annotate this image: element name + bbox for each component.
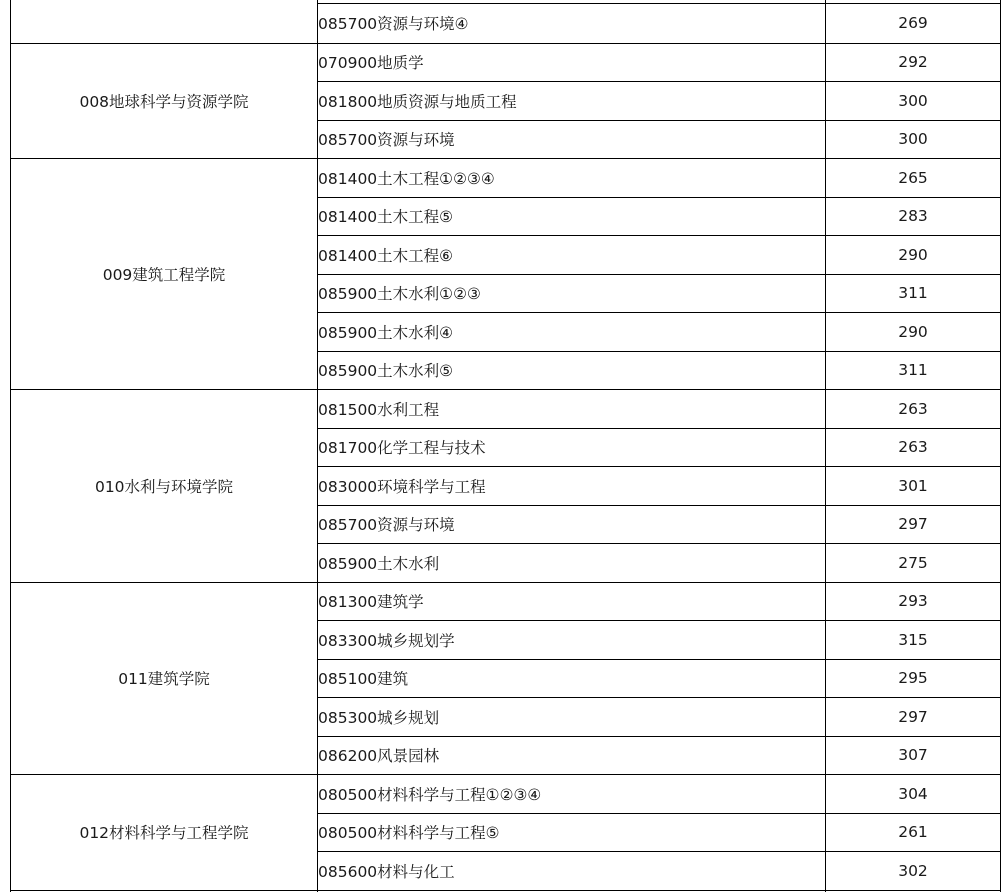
score-cell: 261 <box>826 813 1001 852</box>
program-cell: 085700资源与环境 <box>318 505 826 544</box>
score-cell: 311 <box>826 274 1001 313</box>
table-row <box>11 775 1001 814</box>
program-cell: 081300建筑学 <box>318 582 826 621</box>
college-cell <box>11 0 318 43</box>
score-cell: 290 <box>826 236 1001 275</box>
program-cell: 070900地质学 <box>318 43 826 82</box>
score-cell: 295 <box>826 659 1001 698</box>
program-cell: 085900土木水利⑤ <box>318 351 826 390</box>
program-cell: 080500材料科学与工程①②③④ <box>318 775 826 814</box>
score-cell: 293 <box>826 582 1001 621</box>
score-cell: 302 <box>826 852 1001 891</box>
program-cell: 085100建筑 <box>318 659 826 698</box>
program-cell: 086200风景园林 <box>318 736 826 775</box>
score-cell: 290 <box>826 313 1001 352</box>
score-cell: 292 <box>826 43 1001 82</box>
program-cell: 085900土木水利①②③ <box>318 274 826 313</box>
score-cell: 283 <box>826 197 1001 236</box>
score-cell: 300 <box>826 82 1001 121</box>
score-cell: 297 <box>826 505 1001 544</box>
score-table <box>10 0 1001 892</box>
program-cell: 080500材料科学与工程⑤ <box>318 813 826 852</box>
college-cell: 012材料科学与工程学院 <box>11 775 318 891</box>
score-cell: 315 <box>826 621 1001 660</box>
program-cell: 081700化学工程与技术 <box>318 428 826 467</box>
program-cell: 081400土木工程⑥ <box>318 236 826 275</box>
score-cell: 311 <box>826 351 1001 390</box>
score-cell: 307 <box>826 736 1001 775</box>
college-cell: 010水利与环境学院 <box>11 390 318 583</box>
program-cell: 083300城乡规划学 <box>318 621 826 660</box>
program-cell: 081400土木工程⑤ <box>318 197 826 236</box>
program-cell: 085300城乡规划 <box>318 698 826 737</box>
college-cell: 009建筑工程学院 <box>11 159 318 390</box>
program-cell: 085900土木水利 <box>318 544 826 583</box>
program-cell: 085900土木水利④ <box>318 313 826 352</box>
score-cell: 301 <box>826 467 1001 506</box>
score-cell: 297 <box>826 698 1001 737</box>
program-cell: 085700资源与环境④ <box>318 4 826 44</box>
program-cell: 083000环境科学与工程 <box>318 467 826 506</box>
program-cell: 081500水利工程 <box>318 390 826 429</box>
college-cell: 011建筑学院 <box>11 582 318 775</box>
score-cell: 269 <box>826 4 1001 44</box>
table-row <box>11 390 1001 429</box>
program-cell: 085600材料与化工 <box>318 852 826 891</box>
college-cell: 008地球科学与资源学院 <box>11 43 318 159</box>
score-cell: 265 <box>826 159 1001 198</box>
score-cell: 275 <box>826 544 1001 583</box>
program-cell: 085700资源与环境 <box>318 120 826 159</box>
score-cell: 263 <box>826 428 1001 467</box>
program-cell: 081800地质资源与地质工程 <box>318 82 826 121</box>
table-row <box>11 43 1001 82</box>
table-row <box>11 582 1001 621</box>
score-cell: 304 <box>826 775 1001 814</box>
program-cell: 081400土木工程①②③④ <box>318 159 826 198</box>
table-row <box>11 159 1001 198</box>
score-cell: 300 <box>826 120 1001 159</box>
score-cell: 263 <box>826 390 1001 429</box>
